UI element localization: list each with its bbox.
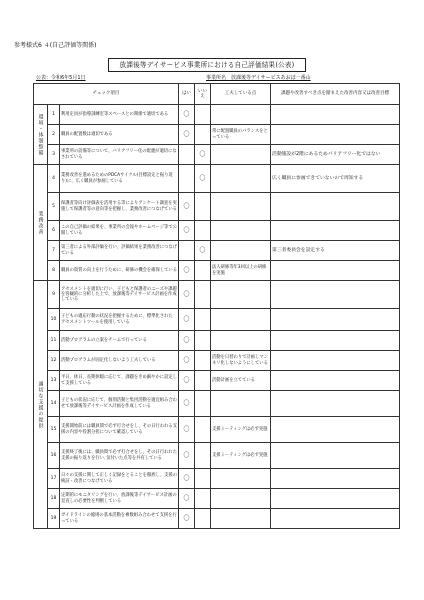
check-item: 職員の資質の向上を行うために、研修の機会を確保している (60, 261, 179, 281)
row-number: 10 (48, 309, 60, 331)
table-row (34, 371, 400, 391)
check-item: 保護者等向け評価表を活用する等によりアンケート調査を実施して保護者等の意向等を把握し、業務改善につなげている (60, 193, 179, 221)
action-text: 常に配置職員のバランスをとっている (211, 125, 271, 145)
check-item: 利用定員が指導訓練室等スペースとの関係で適切である (60, 105, 179, 125)
category-support: 適切な支援の提供 (34, 281, 48, 529)
table-row (34, 391, 400, 417)
row-number: 2 (48, 125, 60, 145)
action-text: 支援ミーティングは必ず実施 (211, 417, 271, 443)
row-number: 18 (48, 489, 60, 509)
check-item: 事業所の設備等について、バリアフリー化の配慮が適切になされている (60, 145, 179, 165)
action-text: 法人研修等年3回以上の研修を実施 (211, 261, 271, 281)
action-text (211, 509, 271, 529)
improve-text (271, 221, 400, 241)
improve-text (271, 281, 400, 309)
yes-mark (179, 165, 195, 193)
row-number: 9 (48, 281, 60, 309)
row-number: 1 (48, 105, 60, 125)
no-mark: 〇 (195, 165, 211, 193)
check-item: 業務改善を進めるためのPDCAサイクル(目標設定と振り返り)に、広く職員が参画している (60, 165, 179, 193)
yes-mark: 〇 (179, 391, 195, 417)
check-item: 子どもの状況に応じて、個別活動と集団活動を適宜組み合わせて放課後等デイサービス計画を作成している (60, 391, 179, 417)
table-row (34, 443, 400, 469)
yes-mark: 〇 (179, 193, 195, 221)
table-row (34, 309, 400, 331)
no-mark (195, 509, 211, 529)
row-number: 3 (48, 145, 60, 165)
yes-mark: 〇 (179, 417, 195, 443)
check-item: 平日、休日、長期休暇に応じて、課題をきめ細やかに設定して支援している (60, 371, 179, 391)
no-mark (195, 261, 211, 281)
action-text (211, 105, 271, 125)
row-number: 19 (48, 509, 60, 529)
yes-mark (179, 241, 195, 261)
action-text (211, 221, 271, 241)
action-text (211, 145, 271, 165)
check-item: 定期的にモニタリングを行い、放課後等デイサービス計画の見直しの必要性を判断している (60, 489, 179, 509)
category-environment: 環境・体制整備 (34, 105, 48, 165)
improve-text (271, 331, 400, 351)
check-item: 支援開始前には職員間で必ず打合せをし、その日行われる支援の内容や役割分担について確認している (60, 417, 179, 443)
table-row (34, 417, 400, 443)
yes-mark: 〇 (179, 221, 195, 241)
improve-text (271, 489, 400, 509)
no-mark (195, 489, 211, 509)
check-item: 日々の支援に関して正しく記録をとることを徹底し、支援の検証・改善につなげている (60, 469, 179, 489)
yes-mark: 〇 (179, 371, 195, 391)
check-item: 活動プログラムが固定化しないよう工夫している (60, 351, 179, 371)
row-number: 7 (48, 241, 60, 261)
table-row (34, 193, 400, 221)
header-yes: はい (179, 84, 195, 105)
no-mark: 〇 (195, 145, 211, 165)
yes-mark (179, 145, 195, 165)
header-no: いいえ (195, 84, 211, 105)
table-row (34, 145, 400, 165)
table-row (34, 221, 400, 241)
no-mark (195, 193, 211, 221)
yes-mark: 〇 (179, 469, 195, 489)
no-mark (195, 105, 211, 125)
improve-text: 広く職員に参画できていないので周知する (271, 165, 400, 193)
row-number: 6 (48, 221, 60, 241)
table-row (34, 125, 400, 145)
yes-mark: 〇 (179, 509, 195, 529)
row-number: 4 (48, 165, 60, 193)
improve-text (271, 391, 400, 417)
check-item: 職員の配置数は適切である (60, 125, 179, 145)
action-text: 支援ミーティングは必ず実施 (211, 443, 271, 469)
action-text: 活動を日替わりで計画しマンネリ化しないようにしている (211, 351, 271, 371)
check-item: 第三者による外部評価を行い、評価結果を業務改善につなげている (60, 241, 179, 261)
action-text (211, 391, 271, 417)
yes-mark: 〇 (179, 331, 195, 351)
row-number: 13 (48, 371, 60, 391)
check-item: この自己評価の結果を、事業所の会報やホームページ等で公開している (60, 221, 179, 241)
no-mark (195, 417, 211, 443)
table-row (34, 261, 400, 281)
yes-mark: 〇 (179, 281, 195, 309)
publication-date: 公表：令和6年5月1日 (36, 75, 86, 81)
improve-text (271, 261, 400, 281)
yes-mark: 〇 (179, 261, 195, 281)
action-text (211, 469, 271, 489)
table-row (34, 489, 400, 509)
evaluation-table (33, 83, 400, 529)
improve-text: 第三者委員会を設定する (271, 241, 400, 261)
no-mark: 〇 (195, 241, 211, 261)
check-item: 支援終了後には、職員間で必ず打合せをし、その日行われた支援の振り返りを行い､気付いた点等を共有している (60, 443, 179, 469)
check-item: ガイドラインの総則の基本活動を複数組み合わせて支援を行っている (60, 509, 179, 529)
header-action: 工夫している点 (211, 84, 271, 105)
improve-text (271, 193, 400, 221)
improve-text: 活動施設が2階にあるためバリアフリー化ではない (271, 145, 400, 165)
action-text (211, 281, 271, 309)
improve-text (271, 509, 400, 529)
action-text (211, 489, 271, 509)
action-text: 活動計画を立てている (211, 371, 271, 391)
no-mark (195, 281, 211, 309)
no-mark (195, 125, 211, 145)
no-mark (195, 309, 211, 331)
improve-text (271, 417, 400, 443)
yes-mark: 〇 (179, 105, 195, 125)
yes-mark: 〇 (179, 125, 195, 145)
improve-text (271, 371, 400, 391)
check-item: 活動プログラムの立案をチームで行っている (60, 331, 179, 351)
yes-mark: 〇 (179, 351, 195, 371)
action-text (211, 165, 271, 193)
no-mark (195, 391, 211, 417)
header-improve: 課題や改善すべき点を踏まえた改善内容又は改善目標 (271, 84, 400, 105)
no-mark (195, 469, 211, 489)
form-reference: 参考様式6 ４(自己評価等関係) (14, 42, 97, 49)
table-row (34, 281, 400, 309)
table-row (34, 241, 400, 261)
table-row (34, 105, 400, 125)
table-row (34, 165, 400, 193)
row-number: 16 (48, 443, 60, 469)
action-text (211, 193, 271, 221)
header-check: チェック項目 (34, 84, 179, 105)
improve-text (271, 351, 400, 371)
improve-text (271, 125, 400, 145)
no-mark (195, 351, 211, 371)
check-item: 子どもの適応行動の状況を把握するために、標準化された アセスメントツールを使用している (60, 309, 179, 331)
row-number: 14 (48, 391, 60, 417)
row-number: 12 (48, 351, 60, 371)
table-row (34, 331, 400, 351)
improve-text (271, 105, 400, 125)
check-item: アセスメントを適切に行い、子どもと保護者のニーズや課題を客観的に分析した上で、放課後等デイサービス計画を作成している (60, 281, 179, 309)
row-number: 8 (48, 261, 60, 281)
no-mark (195, 443, 211, 469)
row-number: 11 (48, 331, 60, 351)
no-mark (195, 331, 211, 351)
category-operations: 業務改善 (34, 165, 48, 281)
action-text (211, 309, 271, 331)
no-mark (195, 371, 211, 391)
yes-mark: 〇 (179, 489, 195, 509)
yes-mark: 〇 (179, 443, 195, 469)
table-row (34, 351, 400, 371)
improve-text (271, 469, 400, 489)
row-number: 15 (48, 417, 60, 443)
table-row (34, 469, 400, 489)
improve-text (271, 309, 400, 331)
no-mark (195, 221, 211, 241)
yes-mark: 〇 (179, 309, 195, 331)
header-row (34, 84, 400, 105)
table-row (34, 509, 400, 529)
office-name: 事業所名 放課後等デイサービスあおば一番山 (206, 75, 311, 81)
improve-text (271, 443, 400, 469)
row-number: 17 (48, 469, 60, 489)
action-text (211, 331, 271, 351)
row-number: 5 (48, 193, 60, 221)
action-text (211, 241, 271, 261)
document-title: 放課後等デイサービス事業所における自己評価結果(公表) (108, 58, 306, 72)
